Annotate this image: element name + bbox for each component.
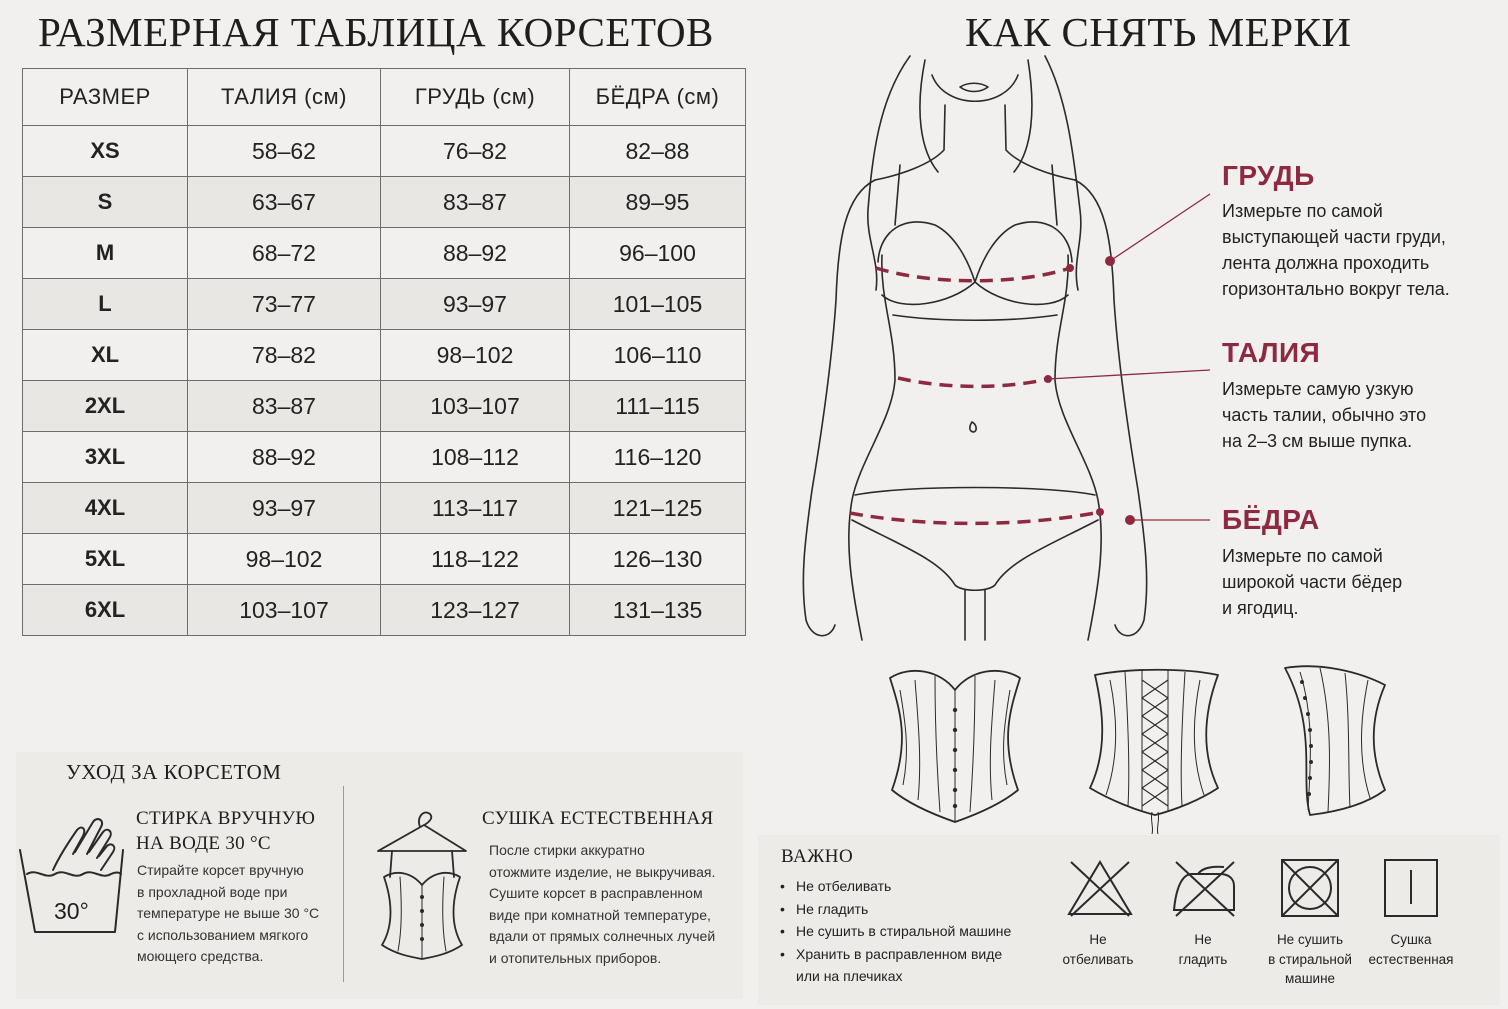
bra-left-cup xyxy=(878,222,975,282)
hand-wash-text: Стирайте корсет вручную в прохладной воде при температуре не выше 30 °С с использованием мягкого моющего средства. xyxy=(137,862,320,964)
bust-cell: 76–82 xyxy=(381,126,570,177)
bust-text: Измерьте по самой выступающей части груди, лента должна проходить горизонтально вокруг тела. xyxy=(1222,201,1450,299)
bust-cell: 108–112 xyxy=(381,432,570,483)
hips-cell: 89–95 xyxy=(570,177,746,228)
size-cell: 6XL xyxy=(23,585,188,636)
table-row xyxy=(23,585,746,636)
size-chart-title: РАЗМЕРНАЯ ТАБЛИЦА КОРСЕТОВ xyxy=(38,9,714,55)
line-dry-icon xyxy=(1383,858,1439,918)
corset-front-view xyxy=(890,671,1020,822)
size-cell: XL xyxy=(23,330,188,381)
bust-title: ГРУДЬ xyxy=(1222,160,1315,191)
waist-cell: 68–72 xyxy=(188,228,381,279)
important-title: ВАЖНО xyxy=(781,846,854,867)
wash-temperature-label: 30° xyxy=(54,898,89,924)
care-title: УХОД ЗА КОРСЕТОМ xyxy=(66,760,282,784)
bust-cell: 98–102 xyxy=(381,330,570,381)
care-divider xyxy=(343,786,344,982)
hips-cell: 126–130 xyxy=(570,534,746,585)
hanger-corset-icon xyxy=(372,805,472,960)
table-row xyxy=(23,381,746,432)
table-row xyxy=(23,330,746,381)
hips-measure-line xyxy=(850,512,1100,523)
size-cell: M xyxy=(23,228,188,279)
hips-cell: 82–88 xyxy=(570,126,746,177)
bust-cell: 83–87 xyxy=(381,177,570,228)
corset-side-view xyxy=(1285,666,1385,815)
natural-dry-text: После стирки аккуратно отожмите изделие, не выкручивая. Сушите корсет в расправленном виде при комнатной температуре, вдали от прямых солнечных лучей и отопительных приборов. xyxy=(489,842,716,966)
header-waist: ТАЛИЯ (см) xyxy=(188,69,381,126)
bust-cell: 113–117 xyxy=(381,483,570,534)
corset-back-view xyxy=(1090,670,1218,834)
header-hips: БЁДРА (см) xyxy=(570,69,746,126)
bust-cell: 103–107 xyxy=(381,381,570,432)
table-row xyxy=(23,228,746,279)
underwear-waistband xyxy=(855,488,1095,496)
hand-wash-heading: СТИРКА ВРУЧНУЮ НА ВОДЕ 30 °С xyxy=(136,808,316,854)
hips-title: БЁДРА xyxy=(1222,504,1320,535)
size-cell: L xyxy=(23,279,188,330)
bra-right-cup xyxy=(975,222,1072,282)
hips-cell: 121–125 xyxy=(570,483,746,534)
callout-leader-lines xyxy=(1100,180,1220,540)
list-item: • Не гладить xyxy=(780,898,1030,921)
corset-views-illustration xyxy=(880,660,1400,835)
waist-text: Измерьте самую узкую часть талии, обычно это на 2–3 см выше пупка. xyxy=(1222,379,1427,451)
table-row xyxy=(23,126,746,177)
torso-right-outline xyxy=(1055,255,1101,640)
table-row xyxy=(23,432,746,483)
bust-cell: 123–127 xyxy=(381,585,570,636)
no-bleach-icon xyxy=(1065,858,1135,918)
no-tumble-dry-label: Не сушить в стиральной машине xyxy=(1268,932,1352,986)
table-row xyxy=(23,177,746,228)
waist-cell: 98–102 xyxy=(188,534,381,585)
size-cell: 4XL xyxy=(23,483,188,534)
navel xyxy=(970,422,976,432)
waist-cell: 88–92 xyxy=(188,432,381,483)
header-bust: ГРУДЬ (см) xyxy=(381,69,570,126)
bust-cell: 93–97 xyxy=(381,279,570,330)
waist-cell: 83–87 xyxy=(188,381,381,432)
no-tumble-dry-icon xyxy=(1280,858,1340,918)
torso-left-outline xyxy=(849,255,895,640)
size-cell: 2XL xyxy=(23,381,188,432)
waist-cell: 73–77 xyxy=(188,279,381,330)
table-header-row xyxy=(23,69,746,126)
left-arm-outline xyxy=(803,180,875,636)
size-cell: 5XL xyxy=(23,534,188,585)
no-iron-label: Не гладить xyxy=(1178,932,1228,967)
waist-title: ТАЛИЯ xyxy=(1222,337,1321,368)
size-table xyxy=(22,68,746,636)
waist-cell: 78–82 xyxy=(188,330,381,381)
hips-cell: 101–105 xyxy=(570,279,746,330)
line-dry-label: Сушка естественная xyxy=(1368,932,1454,967)
hips-cell: 131–135 xyxy=(570,585,746,636)
size-cell: S xyxy=(23,177,188,228)
table-row xyxy=(23,279,746,330)
no-iron-icon xyxy=(1168,858,1240,918)
size-cell: 3XL xyxy=(23,432,188,483)
table-row xyxy=(23,534,746,585)
natural-dry-heading: СУШКА ЕСТЕСТВЕННАЯ xyxy=(482,808,714,829)
how-to-measure-title: КАК СНЯТЬ МЕРКИ xyxy=(965,9,1352,55)
waist-cell: 58–62 xyxy=(188,126,381,177)
hips-cell: 116–120 xyxy=(570,432,746,483)
bra-band xyxy=(893,315,1057,320)
hips-text: Измерьте по самой широкой части бёдер и ягодиц. xyxy=(1222,546,1403,618)
table-row xyxy=(23,483,746,534)
hips-cell: 111–115 xyxy=(570,381,746,432)
chin-outline xyxy=(932,75,1018,101)
size-cell: XS xyxy=(23,126,188,177)
waist-measure-line xyxy=(898,378,1048,386)
header-size: РАЗМЕР xyxy=(23,69,188,126)
bust-cell: 118–122 xyxy=(381,534,570,585)
hips-cell: 96–100 xyxy=(570,228,746,279)
list-item: • Хранить в расправленном виде или на плечиках xyxy=(780,943,1030,988)
lips-outline xyxy=(960,83,988,91)
list-item: • Не сушить в стиральной машине xyxy=(780,920,1030,943)
bust-cell: 88–92 xyxy=(381,228,570,279)
list-item: • Не отбеливать xyxy=(780,875,1030,898)
waist-cell: 63–67 xyxy=(188,177,381,228)
important-list xyxy=(780,875,1030,988)
hips-cell: 106–110 xyxy=(570,330,746,381)
waist-cell: 93–97 xyxy=(188,483,381,534)
no-bleach-label: Не отбеливать xyxy=(1062,932,1134,967)
waist-cell: 103–107 xyxy=(188,585,381,636)
